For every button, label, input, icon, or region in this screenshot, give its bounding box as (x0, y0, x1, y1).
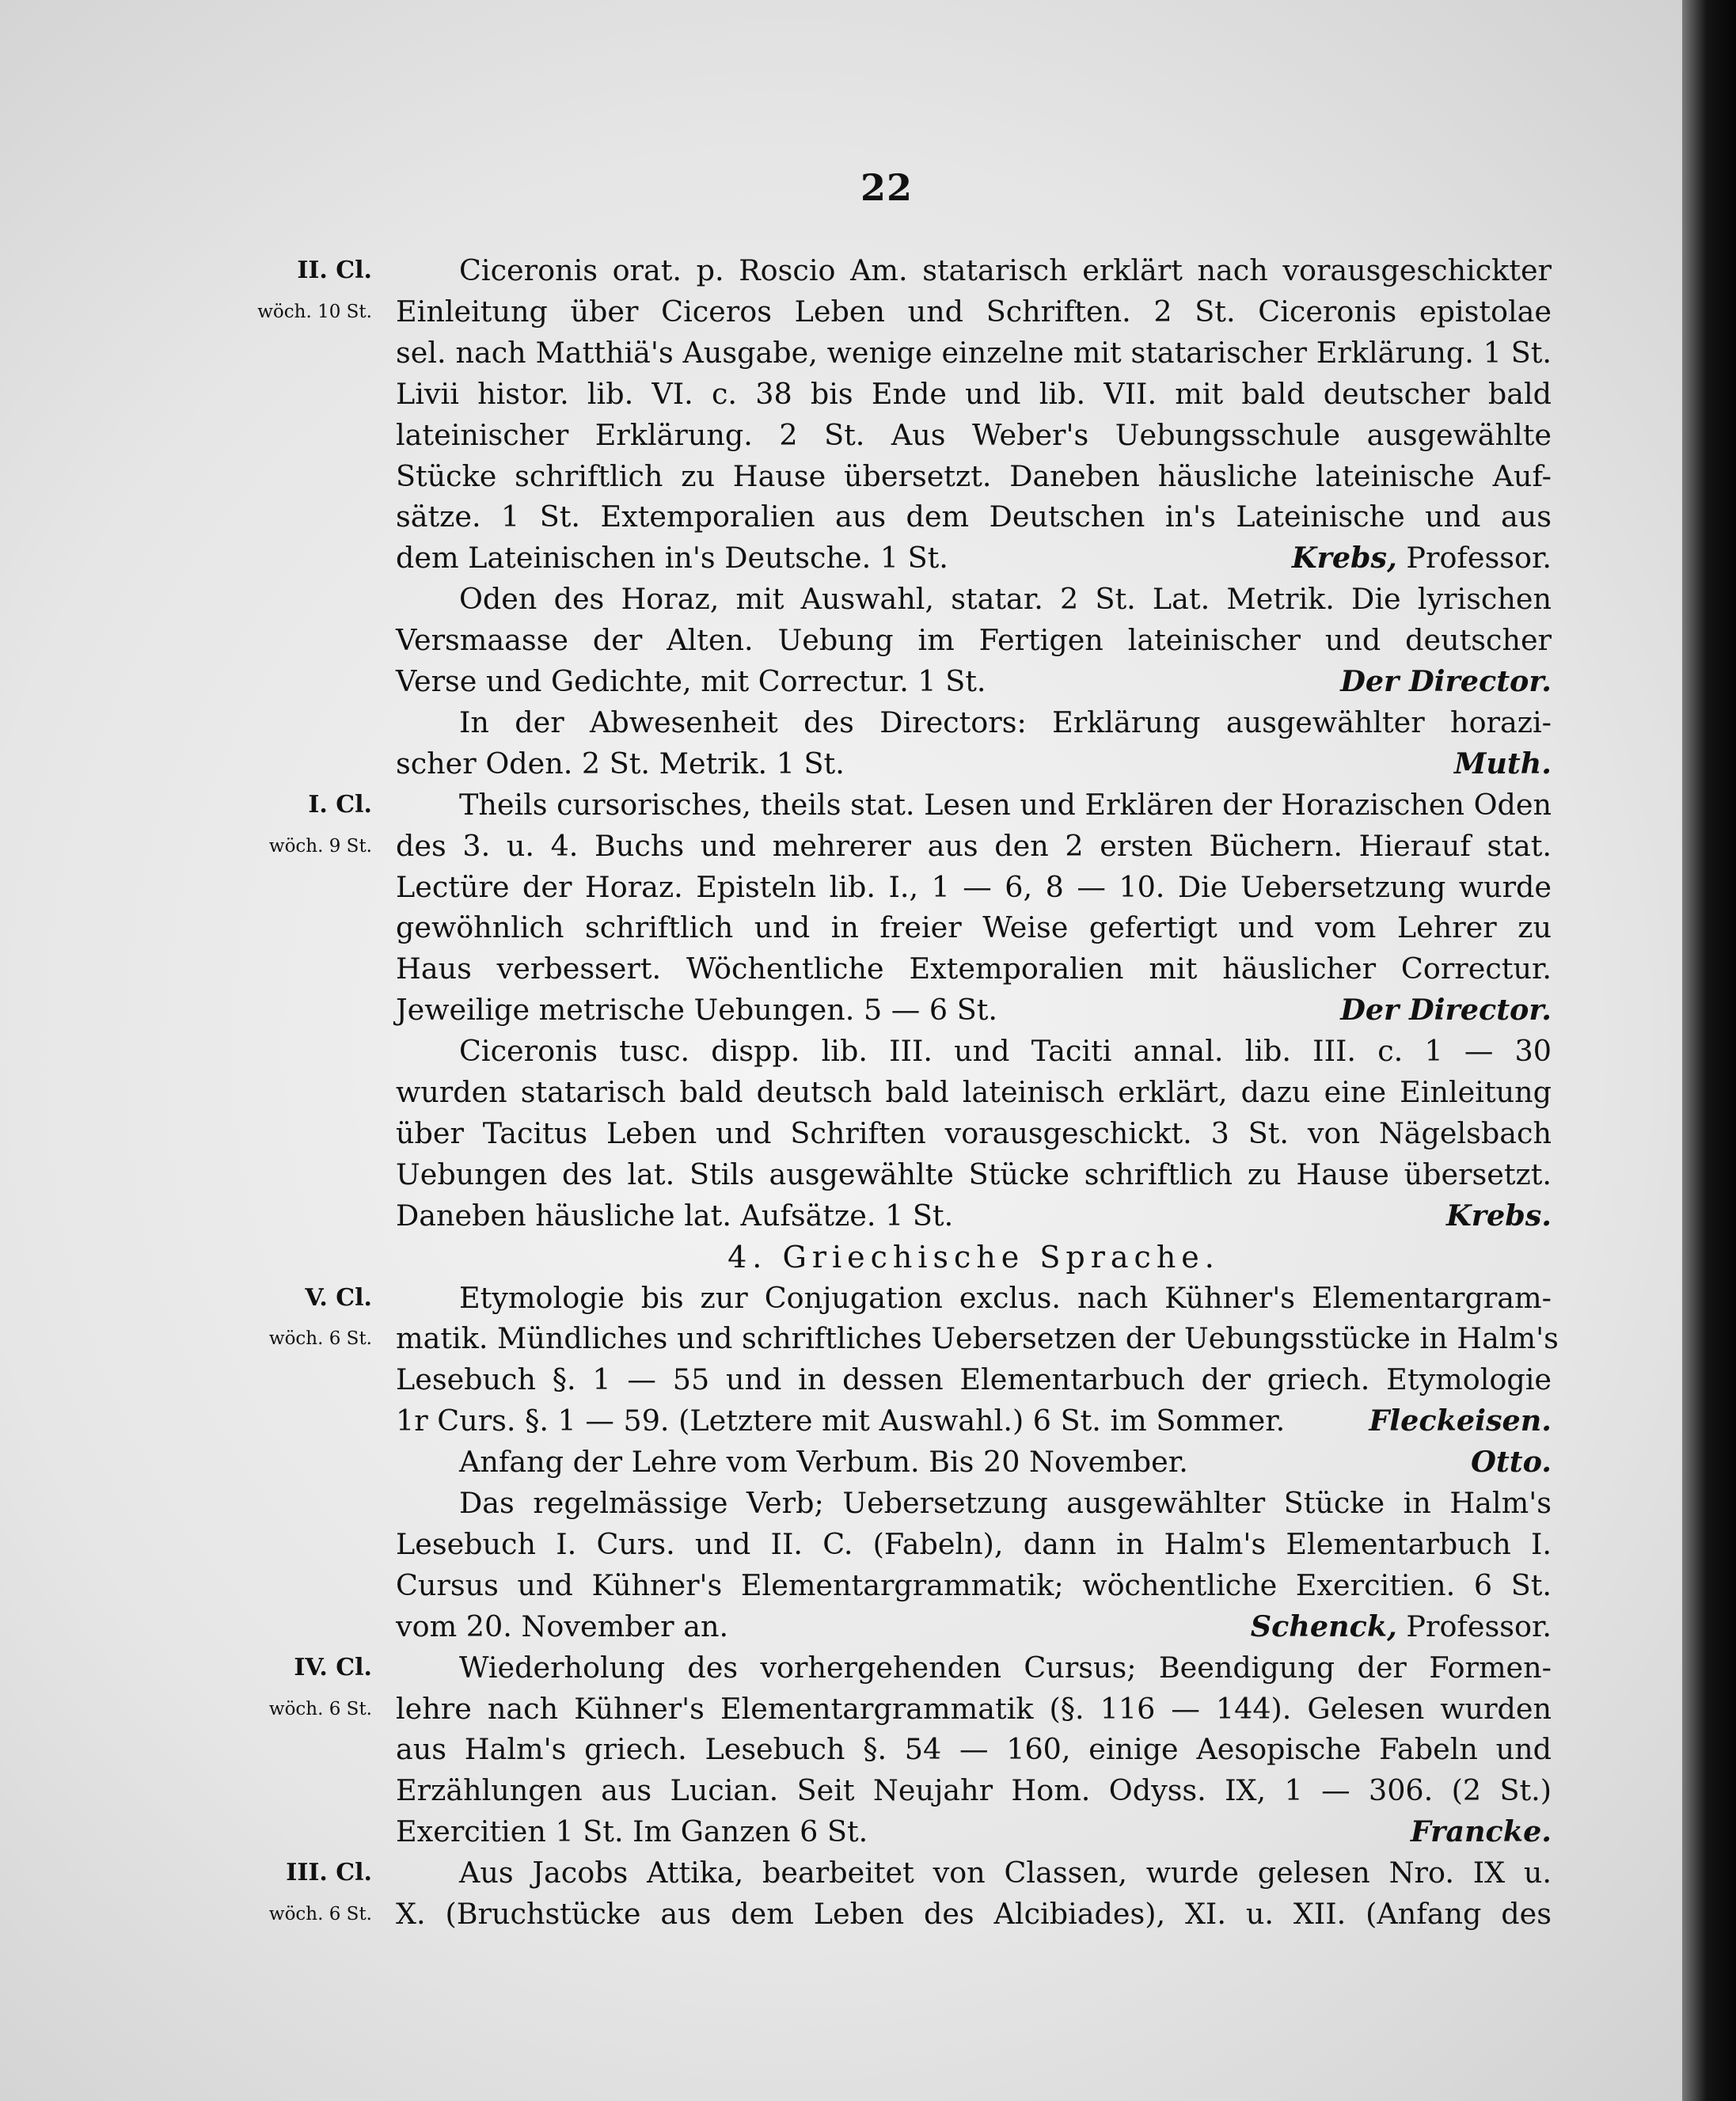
line-text: dem Lateinischen in's Deutsche. 1 St. (396, 541, 948, 576)
line-text: vom 20. November an. (396, 1609, 729, 1643)
line-text: Jeweilige metrische Uebungen. 5 — 6 St. (396, 993, 997, 1028)
margin-label: IV. Cl. (294, 1653, 372, 1681)
line-text: Lectüre der Horaz. Episteln lib. I., 1 — 6, 8 — 10. Die Uebersetzung wurde (396, 869, 1552, 904)
line-text: wurden statarisch bald deutsch bald lateinisch erklärt, dazu eine Einleitung (396, 1075, 1552, 1109)
section-heading: 4. Griechische Sprache. (727, 1239, 1220, 1275)
text-line (0, 1770, 1678, 1811)
margin-label: wöch. 9 St. (268, 835, 372, 857)
text-line (0, 1031, 1678, 1072)
line-text: sel. nach Matthiä's Ausgabe, wenige einzelne mit statarischer Erklärung. 1 St. (396, 335, 1552, 370)
line-text: Etymologie bis zur Conjugation exclus. nach Kühner's Elementargram- (459, 1280, 1552, 1315)
text-line (0, 1278, 1678, 1319)
text-line (0, 661, 1678, 702)
line-text: Anfang der Lehre vom Verbum. Bis 20 November. (459, 1445, 1188, 1480)
teacher-name: Der Director. (1340, 664, 1552, 698)
line-text: scher Oden. 2 St. Metrik. 1 St. (396, 746, 845, 781)
text-line (0, 990, 1678, 1031)
margin-label: wöch. 10 St. (257, 301, 372, 322)
text-line (0, 1689, 1678, 1730)
text-line (0, 1729, 1678, 1770)
line-text: über Tacitus Leben und Schriften vorausgeschickt. 3 St. von Nägelsbach (396, 1115, 1552, 1150)
line-text: Lesebuch §. 1 — 55 und in dessen Elementarbuch der griech. Etymologie (396, 1362, 1552, 1397)
teacher-signature (1340, 990, 1552, 1031)
teacher-signature (1292, 538, 1552, 579)
line-text: matik. Mündliches und schriftliches Uebersetzen der Uebungsstücke in Halm's (396, 1321, 1559, 1356)
text-line (0, 867, 1678, 908)
text-line (0, 332, 1678, 374)
line-text: Erzählungen aus Lucian. Seit Neujahr Hom. Odyss. IX, 1 — 306. (2 St.) (396, 1773, 1552, 1808)
text-line (0, 826, 1678, 867)
line-text: X. (Bruchstücke aus dem Leben des Alcibiades), XI. u. XII. (Anfang des (396, 1897, 1552, 1931)
teacher-name: Muth. (1453, 746, 1552, 781)
margin-label: V. Cl. (305, 1283, 372, 1312)
text-line (0, 1811, 1678, 1852)
text-line (0, 1072, 1678, 1113)
line-text: Stücke schriftlich zu Hause übersetzt. Daneben häusliche lateinische Auf- (396, 458, 1552, 493)
text-line (0, 1606, 1678, 1647)
teacher-name: Francke. (1410, 1814, 1552, 1849)
text-line (0, 1359, 1678, 1400)
line-text: lateinischer Erklärung. 2 St. Aus Weber's Uebungsschule ausgewählte (396, 417, 1552, 452)
text-line (0, 785, 1678, 826)
text-line (0, 1154, 1678, 1195)
teacher-title: Professor. (1396, 1609, 1552, 1643)
line-text: Wiederholung des vorhergehenden Cursus; Beendigung der Formen- (459, 1650, 1552, 1685)
line-text: Uebungen des lat. Stils ausgewählte Stücke schriftlich zu Hause übersetzt. (396, 1157, 1552, 1191)
text-line (0, 1894, 1678, 1935)
text-line (0, 1647, 1678, 1689)
text-line (0, 456, 1678, 497)
page-number: 22 (860, 166, 913, 209)
text-line (0, 496, 1678, 538)
margin-label: wöch. 6 St. (268, 1328, 372, 1350)
text-line (0, 620, 1678, 661)
teacher-signature (1369, 1400, 1552, 1442)
teacher-signature (1471, 1442, 1552, 1483)
teacher-name: Krebs, (1291, 541, 1397, 576)
text-line (0, 907, 1678, 948)
line-text: Cursus und Kühner's Elementargrammatik; wöchentliche Exercitien. 6 St. (396, 1567, 1552, 1602)
text-line (0, 538, 1678, 579)
teacher-signature (1340, 661, 1552, 702)
line-text: aus Halm's griech. Lesebuch §. 54 — 160, einige Aesopische Fabeln und (396, 1732, 1552, 1767)
teacher-signature (1251, 1606, 1552, 1647)
teacher-name: Fleckeisen. (1369, 1404, 1552, 1438)
line-text: In der Abwesenheit des Directors: Erklärung ausgewählter horazi- (459, 705, 1552, 739)
line-text: Das regelmässige Verb; Uebersetzung ausgewählter Stücke in Halm's (459, 1486, 1552, 1520)
margin-label: II. Cl. (297, 256, 372, 284)
line-text: Verse und Gedichte, mit Correctur. 1 St. (396, 664, 986, 698)
text-line (0, 250, 1678, 291)
line-text: Exercitien 1 St. Im Ganzen 6 St. (396, 1814, 868, 1849)
book-binding-shadow (1682, 0, 1736, 2101)
text-line (0, 1483, 1678, 1524)
teacher-title: Professor. (1396, 541, 1552, 576)
margin-label: wöch. 6 St. (268, 1698, 372, 1719)
text-line (0, 743, 1678, 785)
text-line (0, 1195, 1678, 1237)
text-line (0, 1113, 1678, 1154)
text-line (0, 1318, 1678, 1359)
text-line (0, 1852, 1678, 1894)
line-text: 1r Curs. §. 1 — 59. (Letztere mit Auswahl.) 6 St. im Sommer. (396, 1404, 1286, 1438)
text-line (0, 1400, 1678, 1442)
text-line (0, 1442, 1678, 1483)
line-text: Lesebuch I. Curs. und II. C. (Fabeln), dann in Halm's Elementarbuch I. (396, 1526, 1552, 1561)
line-text: gewöhnlich schriftlich und in freier Weise gefertigt und vom Lehrer zu (396, 910, 1552, 945)
text-line (0, 415, 1678, 456)
teacher-signature (1454, 743, 1552, 785)
line-text: Ciceronis orat. p. Roscio Am. statarisch erklärt nach vorausgeschickter (459, 253, 1552, 287)
teacher-name: Schenck, (1250, 1609, 1397, 1643)
line-text: Oden des Horaz, mit Auswahl, statar. 2 St. Lat. Metrik. Die lyrischen (459, 582, 1552, 617)
teacher-signature (1446, 1195, 1552, 1237)
line-text: Theils cursorisches, theils stat. Lesen und Erklären der Horazischen Oden (459, 787, 1552, 822)
line-text: des 3. u. 4. Buchs und mehrerer aus den 2 ersten Büchern. Hierauf stat. (396, 828, 1552, 863)
text-line (0, 1524, 1678, 1565)
line-text: Livii histor. lib. VI. c. 38 bis Ende und lib. VII. mit bald deutscher bald (396, 376, 1552, 411)
teacher-name: Der Director. (1340, 993, 1552, 1028)
text-line (0, 702, 1678, 743)
text-line (0, 948, 1678, 990)
text-line (0, 291, 1678, 332)
teacher-name: Krebs. (1446, 1198, 1552, 1233)
teacher-signature (1411, 1811, 1552, 1852)
margin-label: wöch. 6 St. (268, 1904, 372, 1924)
line-text: Einleitung über Ciceros Leben und Schriften. 2 St. Ciceronis epistolae (396, 294, 1552, 329)
line-text: Versmaasse der Alten. Uebung im Fertigen lateinischer und deutscher (396, 623, 1552, 658)
text-line (0, 1565, 1678, 1606)
line-text: Haus verbessert. Wöchentliche Extemporalien mit häuslicher Correctur. (396, 952, 1552, 986)
section-heading-row (0, 1237, 1678, 1278)
text-line (0, 579, 1678, 620)
line-text: Aus Jacobs Attika, bearbeitet von Classen, wurde gelesen Nro. IX u. (459, 1856, 1552, 1890)
teacher-name: Otto. (1471, 1445, 1552, 1480)
line-text: Daneben häusliche lat. Aufsätze. 1 St. (396, 1198, 954, 1233)
margin-label: I. Cl. (308, 790, 372, 819)
text-line (0, 374, 1678, 415)
margin-label: III. Cl. (286, 1859, 372, 1887)
line-text: sätze. 1 St. Extemporalien aus dem Deutschen in's Lateinische und aus (396, 500, 1552, 534)
line-text: Ciceronis tusc. dispp. lib. III. und Taciti annal. lib. III. c. 1 — 30 (459, 1034, 1552, 1069)
line-text: lehre nach Kühner's Elementargrammatik (§. 116 — 144). Gelesen wurden (396, 1691, 1552, 1726)
